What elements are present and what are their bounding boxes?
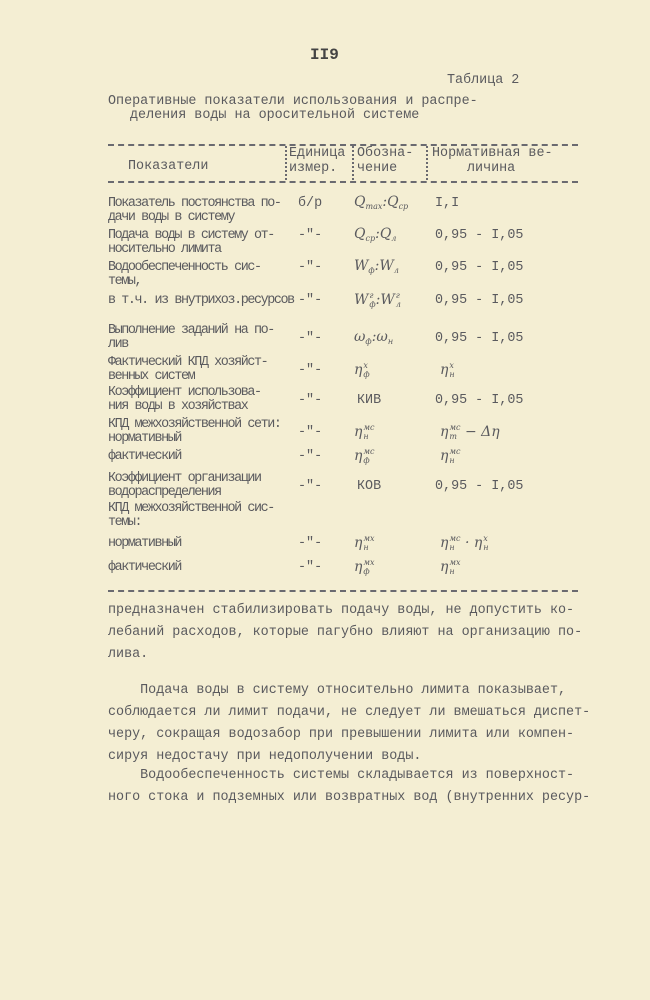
row-symbol <box>354 447 375 465</box>
row-symbol <box>354 258 399 279</box>
math-symbol <box>354 558 375 576</box>
row-label: Фактический КПД хозяйст- <box>108 355 268 370</box>
table-bottom-rule <box>108 590 578 592</box>
math-base: η <box>440 535 449 551</box>
math-operator: · <box>460 535 474 551</box>
math-base: W <box>379 258 394 274</box>
math-subscript: ф <box>365 337 372 346</box>
row-label: дачи воды в систему <box>108 210 235 225</box>
math-superscript: мс <box>363 423 375 432</box>
row-label: КПД межхозяйственной сис- <box>108 501 274 516</box>
math-subscript: н <box>449 543 455 552</box>
math-base: η <box>354 535 363 551</box>
math-symbol <box>354 361 370 379</box>
math-base: η <box>354 424 363 440</box>
row-label: темы, <box>108 274 142 289</box>
header-unit-1: Единица <box>289 146 346 161</box>
math-symbol <box>354 423 375 441</box>
row-unit: -"- <box>298 393 323 408</box>
row-symbol <box>354 291 401 309</box>
row-symbol: КОВ <box>357 479 382 494</box>
math-subscript: л <box>391 234 397 243</box>
math-base: η <box>440 559 449 575</box>
math-superscript: х <box>363 361 368 370</box>
math-operator: : <box>382 194 388 210</box>
math-superscript: мс <box>363 447 375 456</box>
math-subscript: ср <box>365 234 376 243</box>
math-subscript: н <box>483 543 489 552</box>
math-subscript: н <box>363 432 369 441</box>
header-symbol-2: чение <box>357 161 398 176</box>
math-subscript: л <box>393 266 399 275</box>
row-unit: -"- <box>298 260 323 275</box>
row-label: в т.ч. из внутрихоз.ресурсов <box>108 293 294 308</box>
header-norm-1: Нормативная ве- <box>432 146 553 161</box>
row-norm-symbol <box>440 534 489 552</box>
math-symbol <box>354 291 401 309</box>
header-symbol-1: Обозна- <box>357 146 414 161</box>
row-symbol <box>354 423 375 441</box>
math-symbol <box>440 558 461 576</box>
header-indicator: Показатели <box>128 159 209 174</box>
row-label: Коэффициент организации <box>108 471 261 486</box>
math-base: Q <box>379 226 392 242</box>
math-scripts <box>449 558 460 576</box>
math-symbol <box>440 447 461 465</box>
row-label: лив <box>108 337 128 352</box>
row-unit: -"- <box>298 425 323 440</box>
math-scripts <box>363 361 369 379</box>
math-base: η <box>440 362 449 378</box>
math-scripts <box>363 423 374 441</box>
row-label: фактический <box>108 449 181 464</box>
row-label: Водообеспеченность сис- <box>108 260 261 275</box>
math-scripts <box>449 361 454 379</box>
math-subscript: ф <box>369 300 376 309</box>
math-base: Q <box>387 194 399 210</box>
paragraph-line: лебаний расходов, которые пагубно влияют на организацию по- <box>108 625 583 640</box>
math-operator: : <box>375 226 380 242</box>
math-subscript: ф <box>368 266 375 275</box>
math-subscript: max <box>365 202 383 211</box>
row-label: венных систем <box>108 369 195 384</box>
row-label: КПД межхозяйственной сети: <box>108 417 281 432</box>
row-unit: -"- <box>298 363 323 378</box>
math-base: ω <box>376 329 388 345</box>
math-scripts <box>449 423 460 441</box>
math-subscript: ср <box>398 202 409 211</box>
paragraph-line: ного стока и подземных или возвратных вод (внутренних ресур- <box>108 790 591 805</box>
row-norm-value: 0,95 - I,05 <box>435 260 524 275</box>
header-norm-2: личина <box>467 161 516 176</box>
math-operator: : <box>375 292 381 308</box>
math-scripts <box>449 534 460 552</box>
math-symbol <box>354 329 393 350</box>
math-superscript: мс <box>449 447 461 456</box>
math-subscript: н <box>387 337 394 346</box>
table-label: Таблица 2 <box>447 73 520 88</box>
row-unit: -"- <box>298 560 323 575</box>
math-symbol <box>440 534 489 552</box>
paragraph-line: черу, сокращая водозабор при превышении лимита или компен- <box>108 727 575 742</box>
math-scripts <box>449 447 460 465</box>
math-subscript: л <box>395 300 401 309</box>
math-superscript: г <box>369 291 374 300</box>
row-norm-symbol <box>440 447 461 465</box>
math-symbol <box>354 534 375 552</box>
row-norm-value: I,I <box>435 196 460 211</box>
math-superscript: мс <box>449 423 461 432</box>
table-header-rule <box>108 181 578 183</box>
paragraph-line: Водообеспеченность системы складывается из поверхност- <box>108 768 575 783</box>
paragraph-line: сируя недостачу при недополучении воды. <box>108 749 422 764</box>
math-base: η <box>440 424 449 440</box>
column-divider <box>352 146 354 180</box>
table-caption-line-2: деления воды на оросительной системе <box>130 108 420 123</box>
row-unit: -"- <box>298 536 323 551</box>
row-unit: -"- <box>298 331 323 346</box>
column-divider <box>285 146 287 180</box>
row-symbol <box>354 226 396 247</box>
math-subscript: н <box>363 543 369 552</box>
row-label: ния воды в хозяйствах <box>108 399 248 414</box>
math-base: η <box>354 559 363 575</box>
row-symbol: КИВ <box>357 393 382 408</box>
paragraph-line: Подача воды в систему относительно лимита показывает, <box>108 683 567 698</box>
math-symbol <box>440 423 500 441</box>
math-operator: : <box>371 329 377 345</box>
row-label: водораспределения <box>108 485 221 500</box>
column-divider <box>426 146 428 180</box>
row-label: Выполнение заданий на по- <box>108 323 274 338</box>
paragraph-line: лива. <box>108 647 149 662</box>
row-symbol <box>354 194 408 215</box>
math-subscript: н <box>449 567 455 576</box>
row-label: нормативный <box>108 431 181 446</box>
row-unit: -"- <box>298 228 323 243</box>
row-label: носительно лимита <box>108 242 221 257</box>
row-symbol <box>354 329 393 350</box>
row-norm-value: 0,95 - I,05 <box>435 393 524 408</box>
math-symbol <box>354 258 399 279</box>
math-subscript: т <box>449 432 457 441</box>
math-scripts <box>363 534 374 552</box>
row-norm-value: 0,95 - I,05 <box>435 331 524 346</box>
row-unit: -"- <box>298 293 323 308</box>
math-symbol <box>354 447 375 465</box>
row-norm-value: 0,95 - I,05 <box>435 228 524 243</box>
row-norm-symbol <box>440 361 455 379</box>
row-unit: -"- <box>298 479 323 494</box>
row-label: нормативный <box>108 536 181 551</box>
row-label: Показатель постоянства по- <box>108 196 281 211</box>
math-scripts <box>483 534 488 552</box>
math-base: η <box>354 362 363 378</box>
math-superscript: мх <box>363 534 375 543</box>
paragraph-line: предназначен стабилизировать подачу воды, не допустить ко- <box>108 603 575 618</box>
row-unit: б/р <box>298 196 323 211</box>
row-norm-value: 0,95 - I,05 <box>435 479 524 494</box>
row-label: Подача воды в систему от- <box>108 228 274 243</box>
math-superscript: мс <box>449 534 461 543</box>
math-subscript: н <box>449 456 455 465</box>
math-operator: : <box>374 258 380 274</box>
math-subscript: н <box>449 370 455 379</box>
page-number: II9 <box>310 46 339 64</box>
math-symbol <box>440 361 455 379</box>
math-scripts <box>363 447 374 465</box>
row-label: фактический <box>108 560 181 575</box>
math-base: η <box>354 448 363 464</box>
row-symbol <box>354 361 370 379</box>
math-subscript: ф <box>363 456 370 465</box>
math-superscript: х <box>483 534 488 543</box>
math-symbol <box>354 194 408 215</box>
row-label: Коэффициент использова- <box>108 385 261 400</box>
paragraph-line: соблюдается ли лимит подачи, не следует ли вмешаться диспет- <box>108 705 591 720</box>
header-unit-2: измер. <box>289 161 338 176</box>
row-unit: -"- <box>298 449 323 464</box>
math-base: W <box>354 292 369 308</box>
math-operator: − Δη <box>460 424 500 440</box>
math-base: Q <box>354 226 366 242</box>
math-base: η <box>440 448 449 464</box>
row-symbol <box>354 558 375 576</box>
row-norm-value: 0,95 - I,05 <box>435 293 524 308</box>
math-base: η <box>473 535 483 551</box>
math-superscript: мх <box>363 558 375 567</box>
math-symbol <box>354 226 396 247</box>
math-subscript: ф <box>363 567 370 576</box>
math-scripts <box>396 291 401 309</box>
math-base: ω <box>354 329 366 345</box>
math-superscript: г <box>395 291 400 300</box>
math-base: W <box>380 292 395 308</box>
row-symbol <box>354 534 375 552</box>
row-norm-symbol <box>440 423 500 441</box>
math-subscript: ф <box>363 370 370 379</box>
math-base: W <box>354 258 369 274</box>
math-scripts <box>363 558 374 576</box>
row-label: темы: <box>108 515 142 530</box>
math-superscript: х <box>449 361 454 370</box>
row-norm-symbol <box>440 558 461 576</box>
table-caption-line-1: Оперативные показатели использования и распре- <box>108 94 478 109</box>
math-base: Q <box>354 194 366 210</box>
math-superscript: мх <box>449 558 461 567</box>
